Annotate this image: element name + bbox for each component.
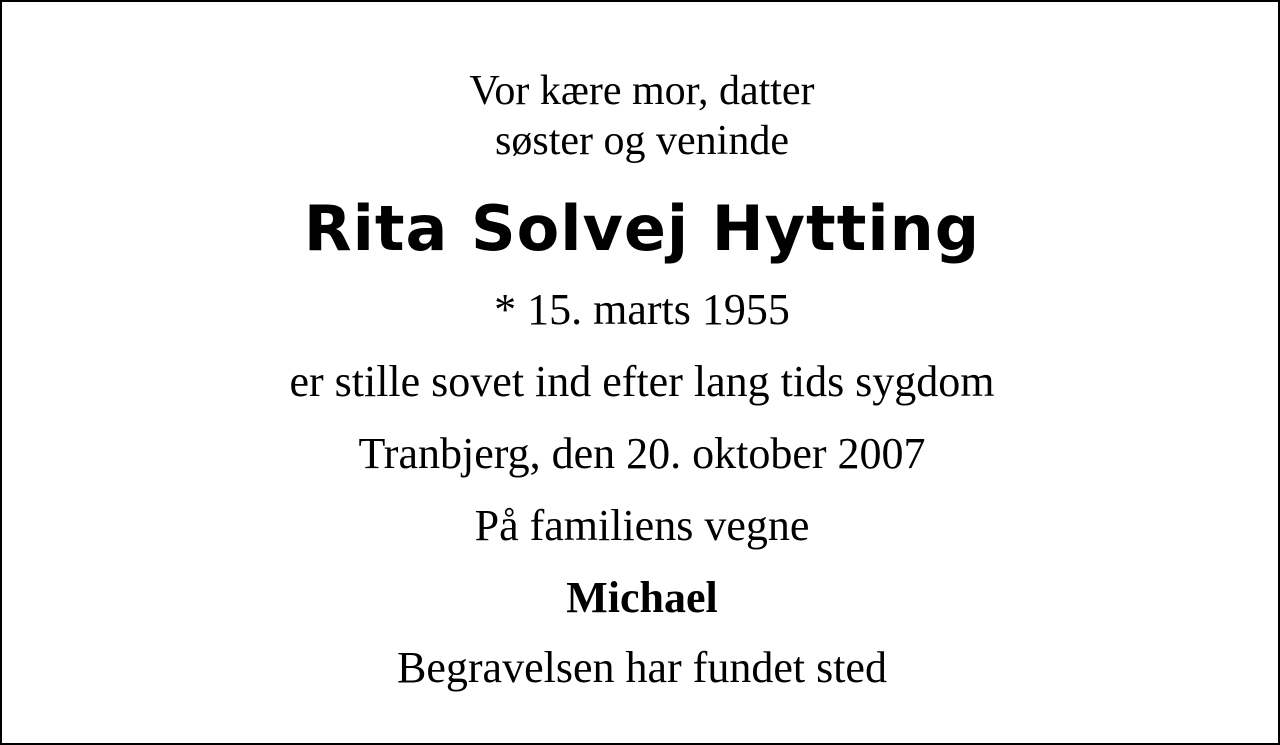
funeral-note: Begravelsen har fundet sted	[397, 643, 887, 692]
intro-line-2: søster og veninde	[495, 118, 789, 164]
on-behalf-of-family: På familiens vegne	[474, 501, 810, 550]
place-and-date: Tranbjerg, den 20. oktober 2007	[358, 429, 926, 478]
birth-date: * 15. marts 1955	[494, 285, 790, 334]
signer-name: Michael	[566, 573, 718, 622]
passing-message: er stille sovet ind efter lang tids sygdom	[289, 357, 995, 406]
intro-line-1: Vor kære mor, datter	[469, 68, 815, 114]
deceased-name: Rita Solvej Hytting	[303, 192, 981, 265]
